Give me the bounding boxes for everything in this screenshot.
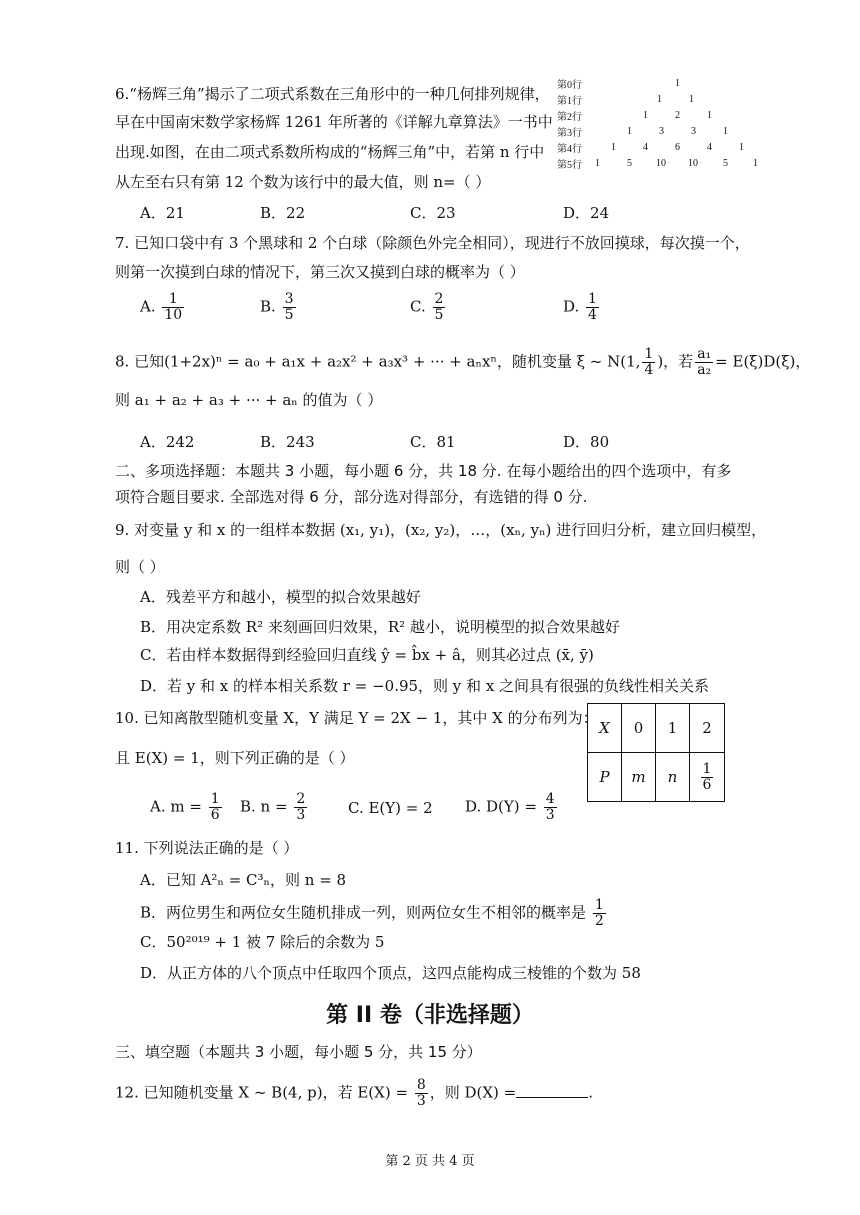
fraction xyxy=(695,347,713,378)
q11-line1: 11. 下列说法正确的是（ ） xyxy=(115,839,299,857)
q10-line1: 10. 已知离散型随机变量 X，Y 满足 Y = 2X − 1，其中 X 的分布列为： xyxy=(115,709,598,727)
q8-normal-dist: ，随机变量 ξ ~ N xyxy=(496,352,621,371)
denominator: 10 xyxy=(164,307,183,323)
triangle-row-label: 第0行 xyxy=(557,80,582,91)
page-footer: 第 2 页 共 4 页 xyxy=(385,1154,475,1169)
q9-line2: 则（ ） xyxy=(115,558,165,576)
table-cell: X xyxy=(588,704,622,753)
denominator: 4 xyxy=(644,362,654,378)
triangle-number: 4 xyxy=(643,142,648,153)
yanghui-triangle-figure xyxy=(557,76,767,176)
triangle-number: 10 xyxy=(656,158,666,169)
section2-line1: 二、多项选择题：本题共 3 小题，每小题 6 分，共 18 分. 在每小题给出的四个选项中，有多 xyxy=(115,462,732,480)
triangle-row-label: 第3行 xyxy=(557,128,582,139)
numerator: 2 xyxy=(434,291,444,307)
numerator: 4 xyxy=(545,791,555,807)
denominator: 2 xyxy=(594,913,604,929)
table-cell: n xyxy=(656,753,690,802)
q12-prefix: 12. 已知随机变量 X ~ B(4, p)，若 E(X) = xyxy=(115,1083,409,1102)
triangle-row-label: 第5行 xyxy=(557,160,582,171)
fraction xyxy=(209,792,222,823)
q11-option-d: D．从正方体的八个顶点中任取四个顶点，这四点能构成三棱锥的个数为 58 xyxy=(140,964,641,982)
q8-option-d: D．80 xyxy=(563,433,610,451)
numerator: 2 xyxy=(296,791,306,807)
fraction xyxy=(162,292,184,323)
fraction xyxy=(593,898,606,929)
numerator: 1 xyxy=(594,897,604,913)
triangle-number: 5 xyxy=(723,158,728,169)
table-cell: m xyxy=(622,753,656,802)
triangle-number: 1 xyxy=(627,126,632,137)
q9-option-a: A．残差平方和越小，模型的拟合效果越好 xyxy=(140,588,421,606)
denominator: 5 xyxy=(284,307,294,323)
numerator: 1 xyxy=(588,291,597,307)
triangle-row-label: 第4行 xyxy=(557,144,582,155)
q8-prefix: 8. 已知 xyxy=(115,352,165,371)
triangle-number: 1 xyxy=(643,110,648,121)
q11-option-c: C．50²⁰¹⁹ + 1 被 7 除后的余数为 5 xyxy=(140,933,385,951)
triangle-number: 3 xyxy=(691,126,696,137)
denominator: a₂ xyxy=(697,362,712,378)
q9-option-b: B．用决定系数 R² 来刻画回归效果，R² 越小，说明模型的拟合效果越好 xyxy=(140,618,620,636)
q10-option-b xyxy=(240,792,309,823)
q6-line2: 早在中国南宋数学家杨辉 1261 年所著的《详解九章算法》一书中 xyxy=(115,113,553,131)
q6-option-c: C．23 xyxy=(410,204,456,222)
q8-option-b: B．243 xyxy=(260,433,315,451)
fraction xyxy=(642,347,655,378)
triangle-number: 1 xyxy=(611,142,616,153)
option-text: B．两位男生和两位女生随机排成一列，则两位女生不相邻的概率是 xyxy=(140,903,587,922)
q6-option-d: D．24 xyxy=(563,204,610,222)
numerator: 3 xyxy=(284,291,294,307)
denominator: 3 xyxy=(416,1093,426,1109)
q9-option-c: C．若由样本数据得到经验回归直线 ŷ = b̂x + â，则其必过点 (x̄, ȳ) xyxy=(140,646,594,664)
denominator: 6 xyxy=(210,807,220,823)
q7-option-a xyxy=(140,292,186,323)
triangle-number: 1 xyxy=(753,158,758,169)
option-label: D. xyxy=(563,297,580,316)
option-label: A. xyxy=(140,297,156,316)
table-row xyxy=(588,753,725,802)
q8-normal-args: 1, xyxy=(626,352,641,371)
q12-suffix: ，则 D(X) = xyxy=(429,1083,517,1102)
triangle-number: 1 xyxy=(675,78,680,89)
q12-line xyxy=(115,1078,593,1109)
triangle-number: 10 xyxy=(688,158,698,169)
q6-line4: 从左至右只有第 12 个数为该行中的最大值，则 n=（ ） xyxy=(115,173,491,191)
q7-option-b xyxy=(260,292,298,323)
q7-option-c xyxy=(410,292,447,323)
q8-line2: 则 a₁ + a₂ + a₃ + ··· + aₙ 的值为（ ） xyxy=(115,391,383,409)
option-label: C. xyxy=(410,297,426,316)
table-cell: P xyxy=(588,753,622,802)
part2-title: 第 II 卷（非选择题） xyxy=(326,1003,534,1028)
triangle-row-label: 第2行 xyxy=(557,112,582,123)
denominator: 5 xyxy=(434,307,444,323)
answer-blank[interactable] xyxy=(516,1083,588,1098)
numerator: 1 xyxy=(702,760,712,777)
numerator: 1 xyxy=(644,346,654,362)
denominator: 6 xyxy=(702,776,712,793)
table-row xyxy=(588,704,725,753)
denominator: 4 xyxy=(588,307,597,323)
q8-expansion: (1+2x)ⁿ = a₀ + a₁x + a₂x² + a₃x³ + ··· + aₙxⁿ xyxy=(164,352,497,371)
q10-option-d xyxy=(465,792,559,823)
distribution-table xyxy=(587,703,725,802)
triangle-number: 1 xyxy=(657,94,662,105)
q8-option-c: C．81 xyxy=(410,433,456,451)
q8-line1: 8. 已知(1+2x)ⁿ = a₀ + a₁x + a₂x² + a₃x³ + ··· + aₙxⁿ，随机变量 ξ ~ N(1, $\frac{1}{4}$ )，若 $\frac{\text{a₁}}{\text{a₂}}$ = E(ξ)D(ξ)， xyxy=(115,346,811,378)
table-cell: 2 xyxy=(690,704,725,753)
fraction xyxy=(586,292,599,323)
fraction xyxy=(433,292,446,323)
q10-option-c: C. E(Y) = 2 xyxy=(348,799,433,817)
numerator: 1 xyxy=(162,292,184,308)
triangle-number: 1 xyxy=(595,158,600,169)
triangle-row-label: 第1行 xyxy=(557,96,582,107)
triangle-number: 1 xyxy=(723,126,728,137)
q10-line2: 且 E(X) = 1，则下列正确的是（ ） xyxy=(115,749,355,767)
option-text: A. m = xyxy=(150,797,202,816)
fraction xyxy=(544,792,557,823)
triangle-number: 1 xyxy=(739,142,744,153)
q7-line2: 则第一次摸到白球的情况下，第三次又摸到白球的概率为（ ） xyxy=(115,263,525,281)
q12-end: . xyxy=(588,1083,594,1102)
q7-option-d xyxy=(563,292,601,323)
q6-line1: 6.“杨辉三角”揭示了二项式系数在三角形中的一种几何排列规律， xyxy=(115,85,550,103)
section3-heading: 三、填空题（本题共 3 小题，每小题 5 分，共 15 分） xyxy=(115,1043,482,1061)
numerator: 1 xyxy=(210,791,220,807)
table-cell: 1 xyxy=(656,704,690,753)
q6-option-a: A．21 xyxy=(140,204,185,222)
table-cell xyxy=(690,753,725,802)
q8-rhs: = E(ξ)D(ξ)， xyxy=(715,352,811,371)
fraction xyxy=(294,792,307,823)
q8-option-a: A．242 xyxy=(140,433,195,451)
numerator: a₁ xyxy=(697,346,712,362)
triangle-number: 1 xyxy=(689,94,694,105)
q7-line1: 7. 已知口袋中有 3 个黑球和 2 个白球（除颜色外完全相同），现进行不放回摸球，每次摸一个， xyxy=(115,234,750,252)
q11-option-b xyxy=(140,898,608,929)
denominator: 3 xyxy=(296,807,306,823)
section2-line2: 项符合题目要求. 全部选对得 6 分，部分选对得部分，有选错的得 0 分. xyxy=(115,488,588,506)
q6-line3: 出现.如图，在由二项式系数所构成的“杨辉三角”中，若第 n 行中 xyxy=(115,143,545,161)
triangle-number: 4 xyxy=(707,142,712,153)
table-cell: 0 xyxy=(622,704,656,753)
fraction xyxy=(701,762,714,793)
triangle-number: 5 xyxy=(627,158,632,169)
triangle-number: 3 xyxy=(659,126,664,137)
q11-option-a: A．已知 A²ₙ = C³ₙ，则 n = 8 xyxy=(140,871,347,889)
numerator: 8 xyxy=(416,1077,426,1093)
denominator: 3 xyxy=(545,807,555,823)
triangle-number: 2 xyxy=(675,110,680,121)
option-label: B. xyxy=(260,297,276,316)
q9-line1: 9. 对变量 y 和 x 的一组样本数据 (x₁, y₁)，(x₂, y₂)，…，(xₙ, yₙ) 进行回归分析，建立回归模型， xyxy=(115,521,767,539)
option-text: D. D(Y) = xyxy=(465,797,537,816)
triangle-number: 1 xyxy=(707,110,712,121)
triangle-number: 6 xyxy=(675,142,680,153)
q9-option-d: D．若 y 和 x 的样本相关系数 r = −0.95，则 y 和 x 之间具有很强的负线性相关关系 xyxy=(140,677,710,695)
fraction xyxy=(283,292,296,323)
fraction xyxy=(415,1078,428,1109)
q10-option-a xyxy=(150,792,224,823)
q6-option-b: B．22 xyxy=(260,204,306,222)
q8-ruo: ，若 xyxy=(663,352,694,371)
option-text: B. n = xyxy=(240,797,288,816)
